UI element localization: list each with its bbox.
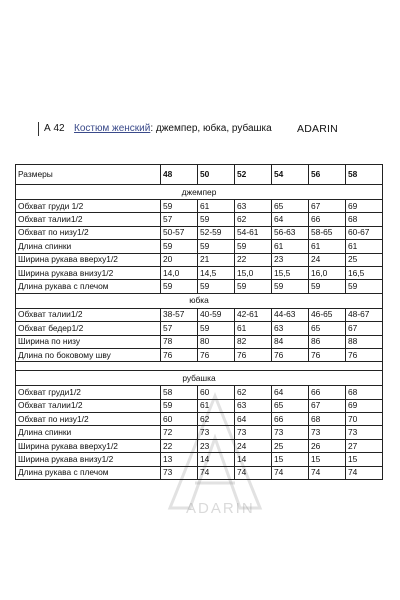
document-header (38, 121, 368, 137)
measurement-value: 52-59 (198, 226, 235, 239)
measurement-label: Длина по боковому шву (16, 348, 161, 361)
measurement-value: 15,0 (235, 266, 272, 279)
measurement-value: 22 (161, 439, 198, 452)
measurement-label: Ширина рукава вверху1/2 (16, 253, 161, 266)
section-header-row (16, 293, 383, 308)
measurement-value: 66 (309, 213, 346, 226)
measurement-value: 61 (198, 399, 235, 412)
measurement-value: 67 (309, 399, 346, 412)
measurement-value: 59 (161, 200, 198, 213)
measurement-value: 15 (272, 453, 309, 466)
table-row (16, 226, 383, 239)
table-row (16, 413, 383, 426)
measurement-value: 73 (161, 466, 198, 479)
measurement-value: 76 (198, 348, 235, 361)
measurement-value: 59 (198, 280, 235, 293)
measurement-value: 14 (235, 453, 272, 466)
measurement-value: 57 (161, 322, 198, 335)
measurement-label: Обхват бедер1/2 (16, 322, 161, 335)
size-header-cell: 56 (309, 165, 346, 185)
measurement-value: 68 (309, 413, 346, 426)
measurement-value: 65 (272, 200, 309, 213)
table-row (16, 335, 383, 348)
spacer-cell (16, 362, 383, 371)
measurement-value: 54-61 (235, 226, 272, 239)
measurement-value: 78 (161, 335, 198, 348)
measurement-value: 61 (309, 240, 346, 253)
table-row (16, 308, 383, 321)
table-row (16, 466, 383, 479)
brand-name: ADARIN (297, 123, 338, 135)
table-row (16, 253, 383, 266)
measurement-value: 65 (309, 322, 346, 335)
measurement-value: 63 (272, 322, 309, 335)
measurement-value: 27 (346, 439, 383, 452)
measurement-value: 82 (235, 335, 272, 348)
model-code: А 42 (44, 123, 65, 134)
measurement-value: 73 (235, 426, 272, 439)
measurement-value: 24 (235, 439, 272, 452)
measurement-value: 59 (235, 240, 272, 253)
measurement-value: 60 (161, 413, 198, 426)
measurement-value: 26 (309, 439, 346, 452)
table-row (16, 280, 383, 293)
measurement-value: 25 (346, 253, 383, 266)
spacer-row (16, 362, 383, 371)
measurement-value: 14,0 (161, 266, 198, 279)
header-divider (38, 122, 39, 136)
measurement-value: 74 (309, 466, 346, 479)
measurement-value: 66 (309, 386, 346, 399)
measurement-value: 48-67 (346, 308, 383, 321)
measurement-value: 16,0 (309, 266, 346, 279)
measurement-value: 67 (309, 200, 346, 213)
table-row (16, 200, 383, 213)
measurement-value: 63 (235, 200, 272, 213)
measurement-value: 58-65 (309, 226, 346, 239)
measurement-label: Обхват по низу1/2 (16, 413, 161, 426)
measurement-value: 59 (346, 280, 383, 293)
measurement-value: 24 (309, 253, 346, 266)
measurement-value: 44-63 (272, 308, 309, 321)
measurement-value: 23 (198, 439, 235, 452)
measurement-value: 16,5 (346, 266, 383, 279)
measurement-value: 70 (346, 413, 383, 426)
section-title: джемпер (16, 185, 383, 200)
measurement-value: 61 (198, 200, 235, 213)
measurement-value: 57 (161, 213, 198, 226)
measurement-value: 59 (235, 280, 272, 293)
measurement-value: 76 (272, 348, 309, 361)
measurement-value: 59 (198, 240, 235, 253)
measurement-value: 73 (272, 426, 309, 439)
measurement-value: 59 (161, 399, 198, 412)
table-row (16, 439, 383, 452)
measurement-label: Обхват груди1/2 (16, 386, 161, 399)
measurement-value: 60 (198, 386, 235, 399)
section-title: рубашка (16, 371, 383, 386)
section-header-row (16, 185, 383, 200)
measurement-label: Длина рукава с плечом (16, 466, 161, 479)
measurement-value: 76 (161, 348, 198, 361)
section-title: юбка (16, 293, 383, 308)
measurement-value: 84 (272, 335, 309, 348)
size-header-row (16, 165, 383, 185)
model-title-rest: : джемпер, юбка, рубашка (150, 123, 272, 134)
table-row (16, 240, 383, 253)
measurement-value: 64 (272, 386, 309, 399)
measurement-value: 20 (161, 253, 198, 266)
section-header-row (16, 371, 383, 386)
measurement-label: Обхват талии1/2 (16, 308, 161, 321)
measurement-value: 15 (346, 453, 383, 466)
measurement-value: 62 (235, 213, 272, 226)
measurement-value: 21 (198, 253, 235, 266)
table-row (16, 453, 383, 466)
measurement-value: 80 (198, 335, 235, 348)
measurement-label: Обхват по низу1/2 (16, 226, 161, 239)
measurement-value: 14 (198, 453, 235, 466)
measurement-value: 59 (198, 322, 235, 335)
table-row (16, 399, 383, 412)
measurement-value: 40-59 (198, 308, 235, 321)
measurement-label: Ширина рукава внизу1/2 (16, 266, 161, 279)
measurement-value: 73 (309, 426, 346, 439)
measurement-value: 73 (346, 426, 383, 439)
measurement-value: 88 (346, 335, 383, 348)
measurement-value: 46-65 (309, 308, 346, 321)
table-row (16, 426, 383, 439)
measurement-value: 65 (272, 399, 309, 412)
size-header-cell: 50 (198, 165, 235, 185)
measurement-label: Длина рукава с плечом (16, 280, 161, 293)
table-row (16, 266, 383, 279)
measurement-value: 74 (272, 466, 309, 479)
measurement-value: 22 (235, 253, 272, 266)
table-row (16, 386, 383, 399)
measurement-value: 74 (235, 466, 272, 479)
table-row (16, 213, 383, 226)
measurement-value: 64 (272, 213, 309, 226)
measurement-value: 50-57 (161, 226, 198, 239)
measurement-value: 14,5 (198, 266, 235, 279)
table-row (16, 322, 383, 335)
measurement-value: 13 (161, 453, 198, 466)
measurement-label: Длина спинки (16, 240, 161, 253)
measurement-value: 59 (161, 240, 198, 253)
measurement-value: 15,5 (272, 266, 309, 279)
measurement-value: 59 (198, 213, 235, 226)
measurement-label: Обхват талии1/2 (16, 399, 161, 412)
measurement-value: 68 (346, 386, 383, 399)
measurement-value: 64 (235, 413, 272, 426)
measurement-label: Ширина рукава внизу1/2 (16, 453, 161, 466)
measurement-value: 74 (198, 466, 235, 479)
measurement-value: 74 (346, 466, 383, 479)
measurement-value: 72 (161, 426, 198, 439)
measurement-value: 76 (309, 348, 346, 361)
measurement-value: 73 (198, 426, 235, 439)
measurement-value: 25 (272, 439, 309, 452)
measurement-value: 63 (235, 399, 272, 412)
measurement-value: 61 (346, 240, 383, 253)
measurement-label: Обхват талии1/2 (16, 213, 161, 226)
measurement-value: 66 (272, 413, 309, 426)
measurement-value: 42-61 (235, 308, 272, 321)
size-header-cell: 52 (235, 165, 272, 185)
size-header-cell: 54 (272, 165, 309, 185)
measurement-value: 15 (309, 453, 346, 466)
measurement-value: 61 (235, 322, 272, 335)
table-row (16, 348, 383, 361)
measurement-label: Ширина по низу (16, 335, 161, 348)
measurement-value: 76 (235, 348, 272, 361)
measurement-value: 23 (272, 253, 309, 266)
measurement-value: 59 (272, 280, 309, 293)
measurement-value: 76 (346, 348, 383, 361)
measurement-value: 69 (346, 200, 383, 213)
measurement-label: Обхват груди 1/2 (16, 200, 161, 213)
measurement-value: 86 (309, 335, 346, 348)
measurement-label: Ширина рукава вверху1/2 (16, 439, 161, 452)
size-header-cell: 48 (161, 165, 198, 185)
model-title (74, 121, 272, 137)
size-chart-table (15, 164, 383, 480)
measurement-value: 59 (309, 280, 346, 293)
measurement-value: 62 (235, 386, 272, 399)
measurement-value: 58 (161, 386, 198, 399)
measurement-value: 38-57 (161, 308, 198, 321)
measurement-label: Длина спинки (16, 426, 161, 439)
size-header-cell: 58 (346, 165, 383, 185)
measurement-value: 67 (346, 322, 383, 335)
model-title-underlined: Костюм женский (74, 123, 151, 134)
measurement-value: 60-67 (346, 226, 383, 239)
measurement-value: 69 (346, 399, 383, 412)
measurement-value: 59 (161, 280, 198, 293)
measurement-value: 56-63 (272, 226, 309, 239)
measurement-value: 62 (198, 413, 235, 426)
size-label-cell: Размеры (16, 165, 161, 185)
measurement-value: 61 (272, 240, 309, 253)
watermark-text: ADARIN (186, 500, 255, 517)
measurement-value: 68 (346, 213, 383, 226)
